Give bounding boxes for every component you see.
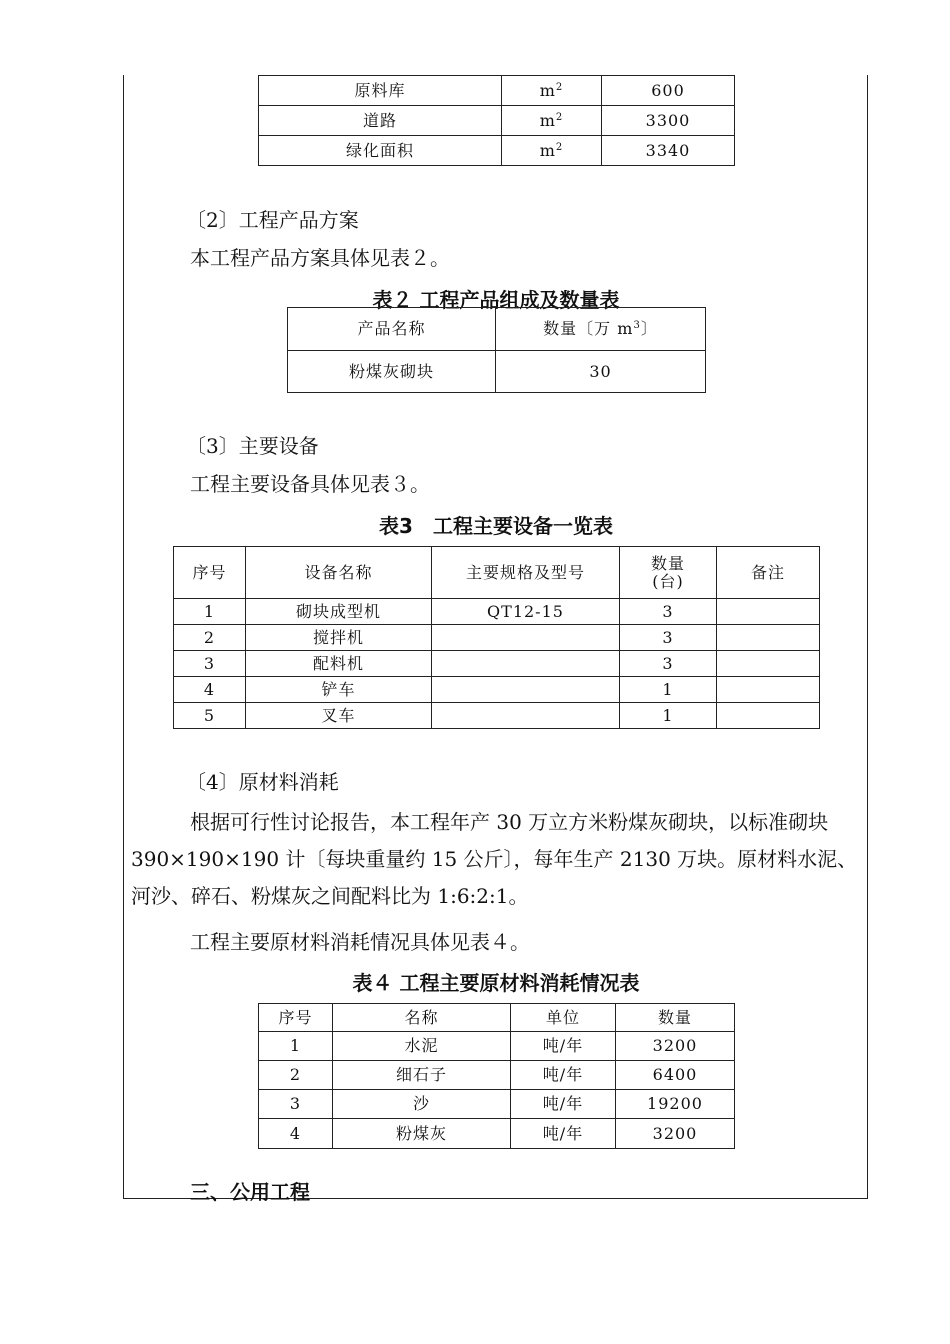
table-row (174, 599, 820, 625)
header-spec: 主要规格及型号 (432, 547, 620, 599)
equipment-name: 搅拌机 (246, 625, 432, 651)
area-unit: $m^2$ (502, 136, 602, 166)
material-name: 粉煤灰 (333, 1119, 511, 1149)
material-qty: 19200 (616, 1090, 735, 1119)
header-note: 备注 (717, 547, 820, 599)
section-heading-materials: 〔4〕原材料消耗 (186, 770, 339, 794)
area-name: 原料库 (259, 76, 502, 106)
area-table (258, 75, 735, 166)
header-qty: 数量 (616, 1004, 735, 1032)
material-unit: 吨/年 (511, 1090, 616, 1119)
table-row (259, 1119, 735, 1149)
area-value: 3340 (602, 136, 735, 166)
equipment-spec (432, 703, 620, 729)
table2-caption: 表２ 工程产品组成及数量表 (372, 288, 620, 312)
material-name: 沙 (333, 1090, 511, 1119)
equipment-name: 砌块成型机 (246, 599, 432, 625)
header-quantity: 数量〔万 $m^3$〕 (496, 308, 706, 351)
equipment-qty: 1 (620, 677, 717, 703)
equipment-name: 铲车 (246, 677, 432, 703)
equipment-note (717, 625, 820, 651)
equipment-qty: 3 (620, 599, 717, 625)
material-qty: 3200 (616, 1119, 735, 1149)
table-row (259, 1032, 735, 1061)
equipment-qty: 3 (620, 625, 717, 651)
materials-paragraph: 根据可行性讨论报告，本工程年产 30 万立方米粉煤灰砌块，以标准砌块 390×190×190 计〔每块重量约 15 公斤〕，每年生产 2130 万块。原材料水泥、河沙、碎石、粉煤灰之间配料比为 1:6:2:1。 (131, 810, 858, 908)
table-row (174, 677, 820, 703)
table-row (174, 703, 820, 729)
equipment-no: 3 (174, 651, 246, 677)
header-no: 序号 (174, 547, 246, 599)
equipment-note (717, 651, 820, 677)
equipment-spec: QT12-15 (432, 599, 620, 625)
area-unit: $m^2$ (502, 76, 602, 106)
header-material-name: 名称 (333, 1004, 511, 1032)
table4-caption: 表４ 工程主要原材料消耗情况表 (352, 971, 640, 995)
equipment-name: 配料机 (246, 651, 432, 677)
equipment-table (173, 546, 820, 729)
table3-caption: 表3 工程主要设备一览表 (379, 514, 613, 538)
material-no: 4 (259, 1119, 333, 1149)
table-row (259, 1061, 735, 1090)
material-no: 1 (259, 1032, 333, 1061)
material-qty: 3200 (616, 1032, 735, 1061)
material-unit: 吨/年 (511, 1119, 616, 1149)
equipment-name: 叉车 (246, 703, 432, 729)
area-value: 3300 (602, 106, 735, 136)
table-row (259, 106, 735, 136)
table-row (174, 625, 820, 651)
table-row (259, 76, 735, 106)
table-header-row (259, 1004, 735, 1032)
equipment-qty: 1 (620, 703, 717, 729)
area-name: 绿化面积 (259, 136, 502, 166)
section-heading-products: 〔2〕工程产品方案 (186, 208, 359, 232)
equipment-spec (432, 625, 620, 651)
equipment-no: 1 (174, 599, 246, 625)
material-no: 2 (259, 1061, 333, 1090)
material-name: 细石子 (333, 1061, 511, 1090)
section-intro-products: 本工程产品方案具体见表２。 (190, 246, 450, 270)
equipment-no: 2 (174, 625, 246, 651)
products-table (287, 307, 706, 393)
equipment-note (717, 599, 820, 625)
product-name: 粉煤灰砌块 (288, 351, 496, 393)
table-row (288, 351, 706, 393)
section-intro-equipment: 工程主要设备具体见表３。 (190, 472, 430, 496)
equipment-note (717, 677, 820, 703)
table-header-row (288, 308, 706, 351)
equipment-spec (432, 677, 620, 703)
material-qty: 6400 (616, 1061, 735, 1090)
material-name: 水泥 (333, 1032, 511, 1061)
section-heading-equipment: 〔3〕主要设备 (186, 434, 319, 458)
materials-table (258, 1003, 735, 1149)
header-no: 序号 (259, 1004, 333, 1032)
material-unit: 吨/年 (511, 1061, 616, 1090)
table-row (259, 136, 735, 166)
area-value: 600 (602, 76, 735, 106)
equipment-no: 4 (174, 677, 246, 703)
material-unit: 吨/年 (511, 1032, 616, 1061)
area-name: 道路 (259, 106, 502, 136)
area-unit: $m^2$ (502, 106, 602, 136)
header-unit: 单位 (511, 1004, 616, 1032)
header-product-name: 产品名称 (288, 308, 496, 351)
material-no: 3 (259, 1090, 333, 1119)
section-heading-public-works: 三、公用工程 (190, 1180, 310, 1204)
equipment-spec (432, 651, 620, 677)
header-qty: 数量 (台) (620, 547, 717, 599)
section-intro-materials: 工程主要原材料消耗情况具体见表４。 (190, 930, 530, 954)
header-equipment-name: 设备名称 (246, 547, 432, 599)
table-row (174, 651, 820, 677)
table-header-row (174, 547, 820, 599)
table-row (259, 1090, 735, 1119)
product-quantity: 30 (496, 351, 706, 393)
equipment-note (717, 703, 820, 729)
equipment-qty: 3 (620, 651, 717, 677)
equipment-no: 5 (174, 703, 246, 729)
